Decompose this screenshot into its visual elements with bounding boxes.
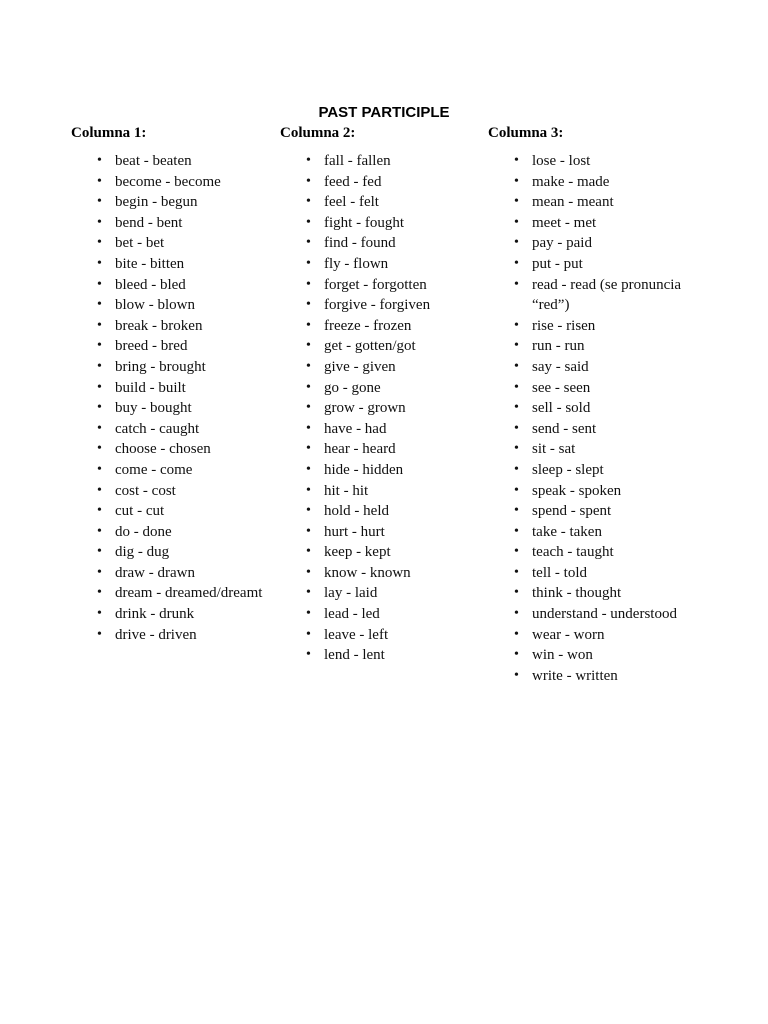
bullet-icon: • — [97, 173, 102, 189]
column-heading: Columna 1: — [71, 125, 147, 141]
list-item — [514, 192, 687, 213]
bullet-icon: • — [306, 379, 311, 395]
bullet-icon: • — [514, 626, 519, 642]
list-item-text: understand - understood — [532, 606, 677, 623]
bullet-icon: • — [97, 544, 102, 560]
list-item — [306, 481, 430, 502]
list-item — [514, 172, 687, 193]
list-item-text: give - given — [324, 358, 396, 375]
list-item — [306, 213, 430, 234]
bullet-icon: • — [97, 461, 102, 477]
list-item-text: bet - bet — [115, 235, 165, 252]
list-item-text: know - known — [324, 564, 411, 581]
list-item — [97, 604, 262, 625]
list-item — [97, 583, 262, 604]
bullet-icon: • — [97, 153, 102, 168]
list-item-text: hurt - hurt — [324, 523, 385, 540]
list-item-text: sit - sat — [532, 441, 576, 458]
list-item-text: tell - told — [532, 564, 587, 581]
list-item-text: find - found — [324, 235, 396, 252]
bullet-icon: • — [514, 379, 519, 395]
list-item-text: become - become — [115, 173, 221, 190]
bullet-icon: • — [514, 482, 519, 498]
list-item-text: read - read (se pronuncia “red”) — [532, 276, 682, 314]
list-item — [306, 295, 430, 316]
bullet-icon: • — [514, 255, 519, 271]
bullet-icon: • — [514, 647, 519, 663]
list-item-text: draw - drawn — [115, 564, 195, 581]
list-item — [514, 501, 687, 522]
bullet-icon: • — [514, 400, 519, 416]
list-item-text: leave - left — [324, 626, 389, 643]
bullet-icon: • — [97, 379, 102, 395]
list-item-text: send - sent — [532, 420, 597, 437]
list-item-text: drive - driven — [115, 626, 197, 643]
list-item — [97, 172, 262, 193]
list-item — [306, 542, 430, 563]
list-item-text: pay - paid — [532, 235, 592, 252]
list-item-text: hit - hit — [324, 482, 369, 499]
bullet-icon: • — [306, 461, 311, 477]
list-item — [97, 316, 262, 337]
list-item-text: mean - meant — [532, 194, 614, 211]
list-item — [514, 398, 687, 419]
list-item — [306, 172, 430, 193]
bullet-icon: • — [514, 235, 519, 251]
bullet-icon: • — [514, 358, 519, 374]
list-item-text: lose - lost — [532, 153, 591, 169]
list-item — [97, 501, 262, 522]
bullet-icon: • — [306, 606, 311, 622]
list-item — [306, 563, 430, 584]
column-1 — [71, 123, 276, 643]
list-item-text: lead - led — [324, 606, 380, 623]
list-item-text: begin - begun — [115, 194, 198, 211]
column-heading: Columna 2: — [280, 125, 356, 141]
bullet-icon: • — [97, 358, 102, 374]
list-item — [306, 398, 430, 419]
list-item — [514, 316, 687, 337]
list-item-text: go - gone — [324, 379, 381, 396]
list-item — [306, 439, 430, 460]
list-item-text: think - thought — [532, 585, 622, 602]
list-item-text: blow - blown — [115, 297, 195, 314]
list-item — [514, 625, 687, 646]
list-item — [514, 336, 687, 357]
bullet-icon: • — [514, 523, 519, 539]
bullet-icon: • — [97, 235, 102, 251]
list-item-text: bite - bitten — [115, 255, 185, 272]
list-item-text: dig - dug — [115, 544, 170, 561]
list-item — [514, 460, 687, 481]
page-title: PAST PARTICIPLE — [318, 104, 450, 121]
list-item — [514, 233, 687, 254]
list-item — [514, 439, 687, 460]
list-item — [97, 254, 262, 275]
list-item — [514, 151, 687, 172]
list-item — [514, 583, 687, 604]
list-item-text: build - built — [115, 379, 186, 396]
list-item — [306, 501, 430, 522]
list-item-text: get - gotten/got — [324, 338, 416, 355]
list-item-text: meet - met — [532, 214, 597, 231]
list-item-text: do - done — [115, 523, 172, 540]
bullet-icon: • — [306, 317, 311, 333]
list-item-text: sell - sold — [532, 400, 591, 417]
bullet-icon: • — [514, 153, 519, 168]
bullet-icon: • — [514, 564, 519, 580]
list-item-text: freeze - frozen — [324, 317, 412, 334]
bullet-icon: • — [306, 297, 311, 313]
list-item — [306, 233, 430, 254]
list-item — [97, 419, 262, 440]
list-item-text: feed - fed — [324, 173, 382, 190]
list-item — [97, 378, 262, 399]
list-item-text: lend - lent — [324, 647, 385, 664]
bullet-icon: • — [514, 173, 519, 189]
list-item — [514, 645, 687, 666]
bullet-icon: • — [514, 420, 519, 436]
bullet-icon: • — [97, 214, 102, 230]
list-item-text: write - written — [532, 667, 618, 684]
bullet-icon: • — [514, 214, 519, 230]
bullet-icon: • — [514, 461, 519, 477]
list-item-text: bring - brought — [115, 358, 206, 375]
list-item — [514, 275, 687, 316]
list-item-text: grow - grown — [324, 400, 406, 417]
list-item-text: rise - risen — [532, 317, 596, 334]
list-item-text: wear - worn — [532, 626, 605, 643]
list-item-text: break - broken — [115, 317, 203, 334]
list-item-text: say - said — [532, 358, 589, 375]
bullet-icon: • — [306, 544, 311, 560]
bullet-icon: • — [306, 626, 311, 642]
bullet-icon: • — [514, 503, 519, 519]
bullet-icon: • — [514, 544, 519, 560]
list-item — [97, 357, 262, 378]
list-item — [97, 481, 262, 502]
bullet-icon: • — [97, 585, 102, 601]
list-item — [514, 378, 687, 399]
list-item-text: put - put — [532, 255, 583, 272]
bullet-icon: • — [97, 276, 102, 292]
list-item — [306, 604, 430, 625]
bullet-icon: • — [306, 503, 311, 519]
list-item — [97, 192, 262, 213]
list-item — [514, 666, 687, 687]
bullet-icon: • — [97, 564, 102, 580]
list-item — [97, 625, 262, 646]
bullet-icon: • — [514, 667, 519, 683]
bullet-icon: • — [306, 173, 311, 189]
bullet-icon: • — [97, 317, 102, 333]
list-item-text: forget - forgotten — [324, 276, 427, 293]
bullet-icon: • — [306, 482, 311, 498]
list-item — [97, 439, 262, 460]
list-item-text: come - come — [115, 461, 193, 478]
verb-list — [97, 151, 262, 645]
bullet-icon: • — [514, 606, 519, 622]
list-item — [97, 542, 262, 563]
bullet-icon: • — [97, 503, 102, 519]
bullet-icon: • — [97, 441, 102, 457]
list-item-text: lay - laid — [324, 585, 378, 602]
bullet-icon: • — [514, 194, 519, 210]
list-item — [97, 460, 262, 481]
list-item — [97, 522, 262, 543]
bullet-icon: • — [97, 606, 102, 622]
bullet-icon: • — [97, 194, 102, 210]
list-item — [306, 378, 430, 399]
list-item-text: win - won — [532, 647, 593, 664]
list-item-text: speak - spoken — [532, 482, 622, 499]
bullet-icon: • — [306, 194, 311, 210]
bullet-icon: • — [97, 338, 102, 354]
list-item-text: cost - cost — [115, 482, 176, 499]
bullet-icon: • — [306, 255, 311, 271]
column-3 — [488, 123, 703, 684]
bullet-icon: • — [306, 338, 311, 354]
list-item — [306, 275, 430, 296]
list-item-text: spend - spent — [532, 503, 612, 520]
bullet-icon: • — [306, 235, 311, 251]
list-item-text: sleep - slept — [532, 461, 604, 478]
list-item-text: bend - bent — [115, 214, 183, 231]
bullet-icon: • — [306, 564, 311, 580]
list-item-text: drink - drunk — [115, 606, 195, 623]
list-item — [306, 419, 430, 440]
list-item-text: fly - flown — [324, 255, 389, 272]
list-item-text: see - seen — [532, 379, 591, 396]
list-item — [514, 213, 687, 234]
bullet-icon: • — [97, 400, 102, 416]
list-item — [514, 522, 687, 543]
bullet-icon: • — [97, 523, 102, 539]
bullet-icon: • — [306, 358, 311, 374]
list-item — [514, 604, 687, 625]
list-item — [306, 336, 430, 357]
bullet-icon: • — [514, 441, 519, 457]
list-item-text: choose - chosen — [115, 441, 211, 458]
list-item-text: hold - held — [324, 503, 389, 520]
list-item-text: buy - bought — [115, 400, 192, 417]
list-item — [306, 460, 430, 481]
list-item — [97, 213, 262, 234]
list-item — [306, 151, 430, 172]
list-item — [306, 357, 430, 378]
bullet-icon: • — [306, 153, 311, 168]
list-item — [306, 192, 430, 213]
bullet-icon: • — [306, 420, 311, 436]
list-item — [514, 481, 687, 502]
list-item — [97, 295, 262, 316]
bullet-icon: • — [97, 255, 102, 271]
list-item-text: forgive - forgiven — [324, 297, 431, 314]
bullet-icon: • — [514, 276, 519, 292]
list-item-text: run - run — [532, 338, 585, 355]
list-item — [514, 357, 687, 378]
bullet-icon: • — [97, 420, 102, 436]
list-item — [97, 398, 262, 419]
list-item — [514, 563, 687, 584]
list-item — [97, 233, 262, 254]
list-item-text: dream - dreamed/dreamt — [115, 585, 263, 602]
bullet-icon: • — [306, 441, 311, 457]
list-item — [514, 419, 687, 440]
bullet-icon: • — [306, 400, 311, 416]
bullet-icon: • — [514, 585, 519, 601]
bullet-icon: • — [97, 297, 102, 313]
bullet-icon: • — [306, 523, 311, 539]
list-item-text: fight - fought — [324, 214, 404, 231]
list-item — [514, 542, 687, 563]
list-item-text: make - made — [532, 173, 610, 190]
list-item — [97, 275, 262, 296]
list-item-text: take - taken — [532, 523, 602, 540]
list-item — [306, 522, 430, 543]
bullet-icon: • — [306, 276, 311, 292]
verb-list — [306, 151, 430, 666]
list-item-text: cut - cut — [115, 503, 165, 520]
list-item — [97, 336, 262, 357]
bullet-icon: • — [306, 585, 311, 601]
list-item-text: have - had — [324, 420, 387, 437]
list-item — [97, 563, 262, 584]
list-item-text: hear - heard — [324, 441, 396, 458]
list-item-text: teach - taught — [532, 544, 614, 561]
bullet-icon: • — [97, 482, 102, 498]
bullet-icon: • — [306, 647, 311, 663]
column-heading: Columna 3: — [488, 125, 564, 141]
list-item-text: feel - felt — [324, 194, 379, 211]
bullet-icon: • — [306, 214, 311, 230]
list-item-text: catch - caught — [115, 420, 200, 437]
list-item-text: fall - fallen — [324, 153, 391, 169]
list-item — [514, 254, 687, 275]
list-item-text: beat - beaten — [115, 153, 192, 169]
list-item — [306, 645, 430, 666]
list-item — [306, 625, 430, 646]
list-item-text: hide - hidden — [324, 461, 404, 478]
bullet-icon: • — [514, 317, 519, 333]
column-2 — [280, 123, 485, 664]
bullet-icon: • — [514, 338, 519, 354]
list-item — [306, 254, 430, 275]
bullet-icon: • — [97, 626, 102, 642]
list-item — [306, 583, 430, 604]
list-item — [306, 316, 430, 337]
list-item-text: breed - bred — [115, 338, 188, 355]
verb-list — [514, 151, 687, 686]
list-item — [97, 151, 262, 172]
list-item-text: keep - kept — [324, 544, 391, 561]
list-item-text: bleed - bled — [115, 276, 186, 293]
